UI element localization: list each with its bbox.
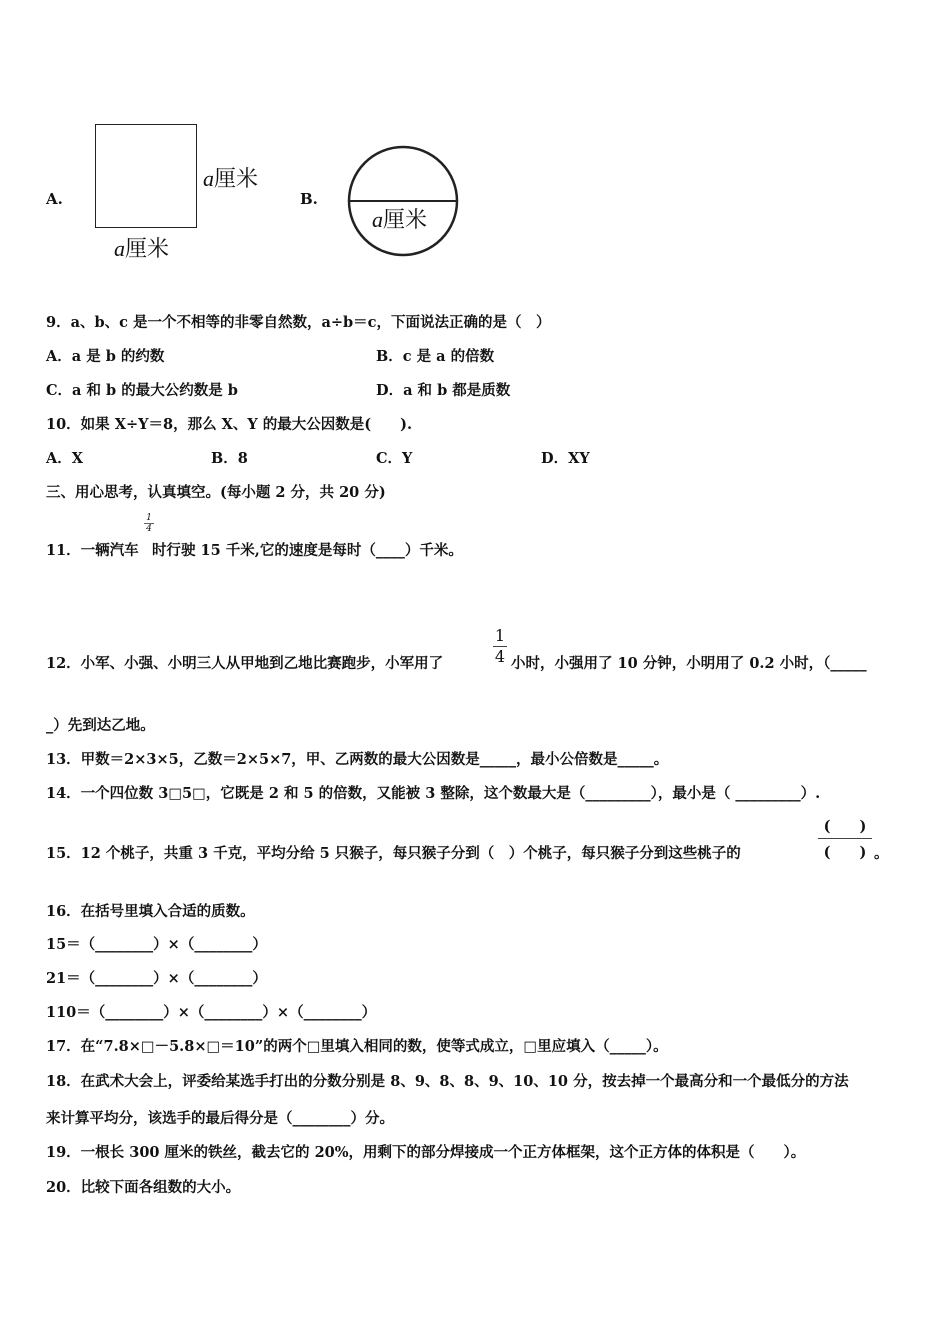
square-shape — [95, 124, 197, 228]
q19: 19．一根长 300 厘米的铁丝，截去它的 20%，用剩下的部分焊接成一个正方体框架，这个正方体的体积是（ ）。 — [46, 1144, 806, 1161]
q9-option-c: C．a 和 b 的最大公约数是 b — [46, 382, 238, 399]
q12-frac-num: 1 — [494, 626, 506, 645]
q16-stem: 16．在括号里填入合适的质数。 — [46, 903, 255, 920]
q10-option-a: A．X — [46, 450, 84, 467]
option-a-label: A. — [46, 190, 63, 208]
circle-shape — [346, 144, 460, 258]
q13: 13．甲数＝2×3×5，乙数＝2×5×7，甲、乙两数的最大公因数是_____，最小公倍数是_____。 — [46, 751, 669, 768]
q11-prefix: 11．一辆汽车 — [46, 542, 139, 559]
q17: 17．在“7.8×□－5.8×□＝10”的两个□里填入相同的数，使等式成立，□里应填入（_____）。 — [46, 1038, 668, 1055]
q12-fraction — [493, 626, 507, 667]
section-3-heading: 三、用心思考，认真填空。(每小题 2 分，共 20 分) — [46, 484, 386, 501]
q18-line1: 18．在武术大会上，评委给某选手打出的分数分别是 8、9、8、8、9、10、10 分，按去掉一个最高分和一个最低分的方法 — [46, 1073, 849, 1090]
q12-frac-den: 4 — [494, 647, 506, 666]
q15-frac-bottom: ( ) — [823, 844, 867, 861]
circle-diameter-label: a厘米 — [372, 207, 428, 232]
q10-option-d: D．XY — [541, 450, 590, 467]
q12-prefix: 12．小军、小强、小明三人从甲地到乙地比赛跑步，小军用了 — [46, 655, 444, 672]
q11-frac-den: 4 — [144, 523, 154, 534]
q14: 14．一个四位数 3□5□，它既是 2 和 5 的倍数，又能被 3 整除，这个数最大是（_________），最小是（ _________）. — [46, 785, 821, 802]
q16-row-2: 21＝（________）×（________） — [46, 970, 267, 987]
q20: 20．比较下面各组数的大小。 — [46, 1179, 241, 1196]
square-side-label: a厘米 — [203, 166, 259, 191]
q11-frac-num: 1 — [146, 513, 152, 523]
q11-suffix: 时行驶 15 千米,它的速度是每时（____）千米。 — [152, 542, 463, 559]
q11-fraction — [144, 513, 154, 534]
q10-option-b: B．8 — [211, 450, 248, 467]
q9-option-d: D．a 和 b 都是质数 — [376, 382, 511, 399]
q15-end: 。 — [874, 845, 889, 862]
q16-row-3: 110＝（________）×（________）×（________） — [46, 1004, 377, 1021]
q9-option-a: A．a 是 b 的约数 — [46, 348, 165, 365]
q15-fraction — [818, 815, 872, 862]
option-b-label: B. — [300, 190, 318, 208]
q15-text: 15．12 个桃子，共重 3 千克，平均分给 5 只猴子，每只猴子分到（ ）个桃子，每只猴子分到这些桃子的 — [46, 845, 741, 862]
q10-stem: 10．如果 X÷Y＝8，那么 X、Y 的最大公因数是( ). — [46, 416, 413, 433]
q9-stem: 9．a、b、c 是一个不相等的非零自然数，a÷b＝c，下面说法正确的是（ ） — [46, 314, 551, 331]
q18-line2: 来计算平均分，该选手的最后得分是（________）分。 — [46, 1110, 394, 1127]
q10-option-c: C．Y — [376, 450, 413, 467]
q16-row-1: 15＝（________）×（________） — [46, 936, 267, 953]
q12-suffix: 小时，小强用了 10 分钟，小明用了 0.2 小时，（_____ — [511, 655, 867, 672]
q12-line2: _）先到达乙地。 — [46, 717, 155, 734]
q15-frac-top: ( ) — [823, 818, 867, 835]
q9-option-b: B．c 是 a 的倍数 — [376, 348, 495, 365]
square-bottom-label: a厘米 — [114, 236, 170, 261]
